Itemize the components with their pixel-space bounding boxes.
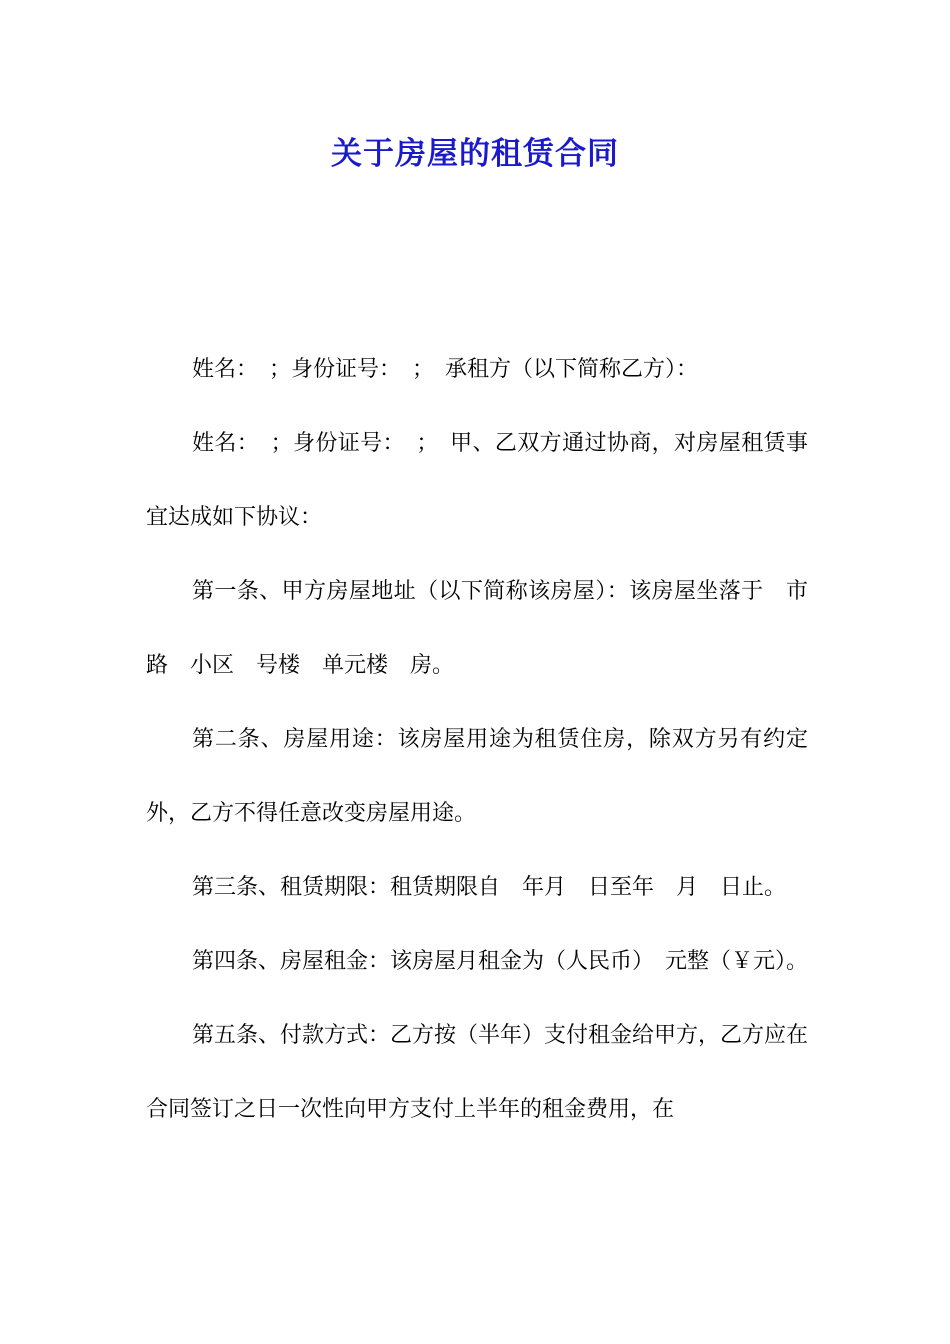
paragraph-lessee-info: 姓名： ；身份证号： ； 承租方（以下简称乙方）：	[192, 357, 699, 382]
paragraph-article-1-address: 第一条、甲方房屋地址（以下简称该房屋）：该房屋坐落于 市 路 小区 号楼 单元楼 房。	[146, 579, 831, 678]
paragraph-article-4-rent: 第四条、房屋租金：该房屋月租金为（人民币） 元整（￥元）。	[192, 949, 809, 974]
paragraph-article-2-usage: 第二条、房屋用途：该房屋用途为租赁住房，除双方另有约定外，乙方不得任意改变房屋用途。	[146, 727, 808, 826]
document-title: 关于房屋的租赁合同	[331, 136, 619, 172]
paragraph-article-3-term: 第三条、租赁期限：租赁期限自 年月 日至年 月 日止。	[192, 875, 787, 900]
paragraph-article-5-payment: 第五条、付款方式：乙方按（半年）支付租金给甲方，乙方应在合同签订之日一次性向甲方支付上半年的租金费用，在	[146, 1023, 809, 1122]
paragraph-lessee-agreement: 姓名： ；身份证号： ； 甲、乙双方通过协商，对房屋租赁事宜达成如下协议：	[146, 431, 808, 530]
document-body	[146, 333, 831, 1147]
